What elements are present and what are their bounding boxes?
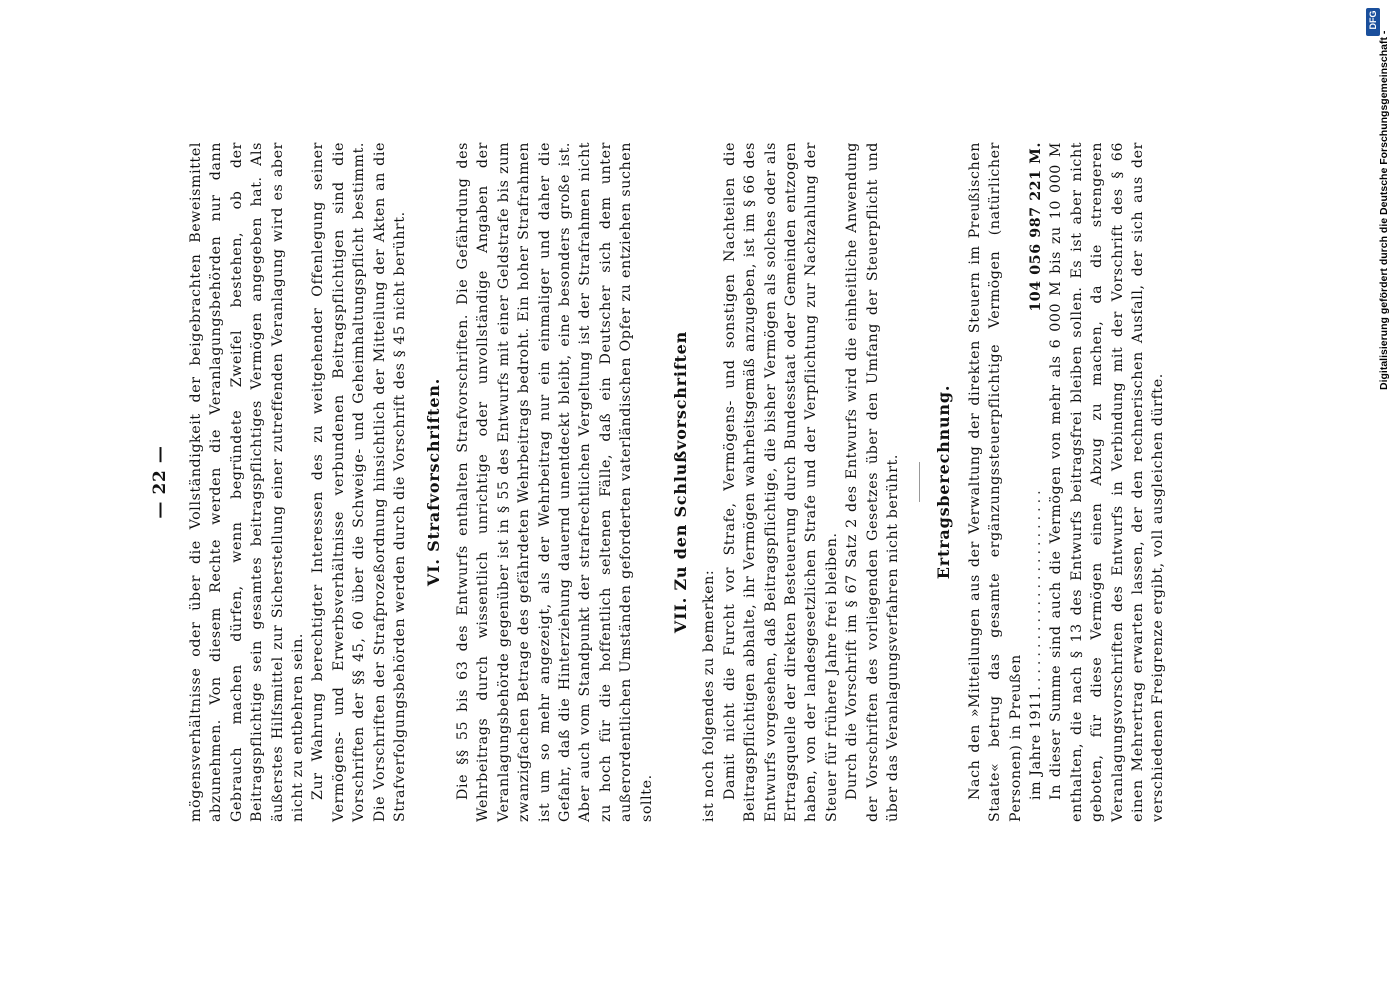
section-vii-paragraph-2: Durch die Vorschrift im § 67 Satz 2 des Entwurfs wird die einheitliche Anwendung der Vorschriften des vorliegenden Gesetzes über den Umfang der Steuerpflicht und über das Veranlagungsverfahren nicht berührt. bbox=[844, 142, 901, 822]
ertragsberechnung-intro: Nach den »Mitteilungen aus der Verwaltung der direkten Steuern im Preußischen Staate« betrug das gesamte ergänzungssteuerpflichtige Vermögen (natürlicher Personen) in Preußen bbox=[966, 142, 1024, 822]
section-vii-intro: ist noch folgendes zu bemerken: bbox=[701, 569, 718, 822]
amount-line bbox=[1026, 142, 1046, 822]
dfg-logo-text: DFG bbox=[1368, 10, 1378, 30]
paragraph-top-1: mögensverhältnisse oder über die Vollständigkeit der beigebrachten Beweismittel abzunehmen. Von diesem Rechte werden die Veranlagungsbehörden nur dann Gebrauch machen dürfen, wenn begründete Zweifel bestehen, ob der Beitragspflichtige sein gesamtes beitragspflichtiges Vermögen angegeben hat. Als äußerstes Hilfsmittel zur Sicherstellung einer zutreffenden Veranlagung wird es aber nicht zu entbehren sein. bbox=[188, 142, 307, 822]
total-amount: 104 056 987 221 M. bbox=[1028, 142, 1045, 312]
rotated-document-page bbox=[150, 142, 1258, 822]
digitization-credit: Digitalisierung gefördert durch die Deutsche Forschungsgemeinschaft - bbox=[1378, 30, 1390, 390]
page-number: — 22 — bbox=[150, 445, 170, 519]
section-vii-paragraph-1: Damit nicht die Furcht vor Strafe, Vermögens- und sonstigen Nachteilen die Beitragspflichtigen abhalte, ihr Vermögen wahrheitsgemäß anzugeben, ist im § 66 des Entwurfs vorgesehen, daß Beitragspflichtige, die bisher Vermögen als solches oder als Ertragsquelle der direkten Besteuerung durch Bundesstaat oder Gemeinden entzogen haben, von der landesgesetzlichen Strafe und der Verpflichtung zur Nachzahlung der Steuer für frühere Jahre frei bleiben. bbox=[721, 142, 840, 822]
ertragsberechnung-closing: In dieser Summe sind auch die Vermögen von mehr als 6 000 M bis zu 10 000 M enthalten, die nach § 13 des Entwurfs beitragsfrei bleiben sollen. Es ist aber nicht geboten, für diese Vermögen einen Abzug zu machen, da die strengeren Veranlagungsvorschriften des Entwurfs in Verbindung mit der Vorschrift des § 66 einen Mehrertrag erwarten lassen, der den rechnerischen Ausfall, der sich aus der verschiedenen Freigrenze ergibt, voll ausgleichen dürfte. bbox=[1048, 142, 1167, 822]
leader-dots: ........................ bbox=[1028, 486, 1045, 691]
year-label: im Jahre 1911 bbox=[1028, 690, 1045, 800]
section-vi-text: Die §§ 55 bis 63 des Entwurfs enthalten Strafvorschriften. Die Gefährdung des Wehrbeitrags durch wissentlich unrichtige oder unvollständige Angaben der Veranlagungsbehörde gegenüber ist in § 55 des Entwurfs mit einer Geldstrafe bis zum zwanzigfachen Betrage des gefährdeten Wehrbeitrags bedroht. Ein hoher Strafrahmen ist um so mehr angezeigt, als der Wehrbeitrag nur ein einmaliger und daher die Gefahr, daß die Hinterziehung dauernd unentdeckt bleibt, eine besonders große ist. Aber auch vom Standpunkt der strafrechtlichen Vergeltung ist der Strafrahmen nicht zu hoch für die hoffentlich seltenen Fälle, daß ein Deutscher sich dem unter außerordentlichen Umständen geforderten vaterländischen Opfer zu entziehen suchen sollte. bbox=[454, 142, 655, 822]
section-divider bbox=[919, 462, 920, 502]
ertragsberechnung-heading: Ertragsberechnung. bbox=[934, 384, 954, 580]
paragraph-top-2: Zur Wahrung berechtigter Interessen des zu weitgehender Offenlegung seiner Vermögens- und Erwerbsverhältnisse verbundenen Beitragspflichtigen sind die Vorschriften der §§ 45, 60 über die Schweige- und Geheimhaltungspflicht bestimmt. Die Vorschriften der Strafprozeßordnung hinsichtlich der Mitteilung der Akten an die Strafverfolgungsbehörden werden durch die Vorschrift des § 45 nicht berührt. bbox=[310, 142, 409, 822]
section-vii-heading: VII. Zu den Schlußvorschriften bbox=[670, 330, 690, 634]
section-vi-heading: VI. Strafvorschriften. bbox=[424, 377, 444, 587]
